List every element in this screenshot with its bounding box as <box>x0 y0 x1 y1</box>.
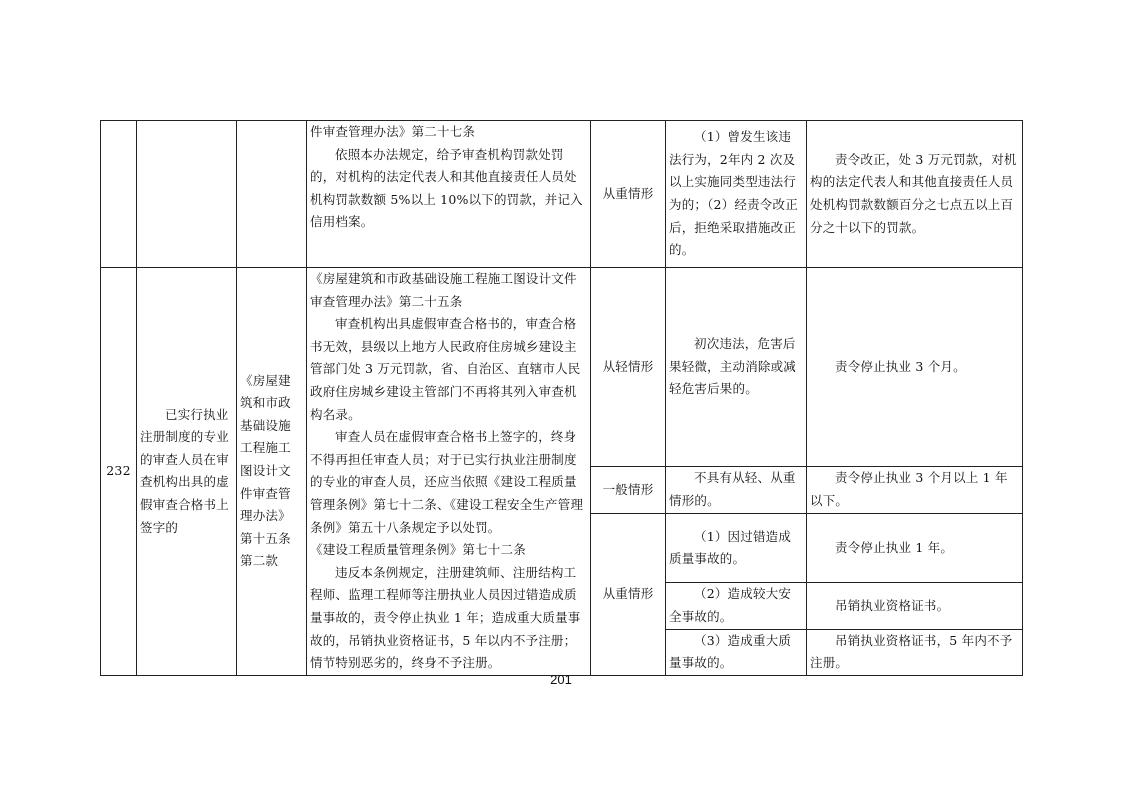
table-row-232-light <box>101 268 1023 467</box>
cell-circumstance-light: 从轻情形 <box>591 268 666 467</box>
condition-text: （1）曾发生该违法行为，2年内 2 次及以上实施同类型违法行为的；（2）经责令改正后，拒绝采取措施改正的。 <box>669 129 798 258</box>
cell-circumstance-heavy: 从重情形 <box>591 514 666 676</box>
condition-text: （1）因过错造成质量事故的。 <box>669 528 792 567</box>
basis-paragraph: 审查机构出具虚假审查合格书的，审查合格书无效，县级以上地方人民政府住房城乡建设主管部门处 3 万元罚款，省、自治区、直辖市人民政府住房城乡建设主管部门不再将其列入审查机构名录。 <box>310 316 581 422</box>
legal-basis-ref-text: 《房屋建筑和市政基础设施工程施工图设计文件审查管理办法》第十五条第二款 <box>240 372 291 569</box>
cell-condition <box>666 583 807 629</box>
table-row-continuation <box>101 121 1023 268</box>
page-number: 201 <box>550 672 572 687</box>
condition-text: 初次违法，危害后果轻微，主动消除或减轻危害后果的。 <box>669 336 797 397</box>
cell-circumstance: 从重情形 <box>591 121 666 268</box>
cell-condition <box>666 514 807 583</box>
cell-condition <box>666 268 807 467</box>
cell-circumstance-general: 一般情形 <box>591 467 666 514</box>
penalty-text: 责令改正，处 3 万元罚款，对机构的法定代表人和其他直接责任人员处机构罚款数额百分之七点五以上百分之十以下的罚款。 <box>810 151 1017 235</box>
cell-legal-basis-text <box>307 121 591 268</box>
item-number: 232 <box>101 268 137 676</box>
condition-text: 不具有从轻、从重情形的。 <box>669 470 796 508</box>
condition-text: （3）造成重大质量事故的。 <box>669 632 792 671</box>
cell-violation-empty <box>137 121 237 268</box>
basis-paragraph: 《房屋建筑和市政基础设施工程施工图设计文件审查管理办法》第二十五条 <box>310 271 577 309</box>
violation-text: 已实行执业注册制度的专业的审查人员在审查机构出具的虚假审查合格书上签字的 <box>140 406 229 535</box>
basis-line: 件审查管理办法》第二十七条 <box>310 124 476 139</box>
condition-text: （2）造成较大安全事故的。 <box>669 586 792 624</box>
cell-condition <box>666 121 807 268</box>
cell-penalty <box>807 121 1023 268</box>
basis-paragraph: 违反本条例规定，注册建筑师、注册结构工程师、监理工程师等注册执业人员因过错造成质量事故的，责令停止执业 1 年；造成重大质量事故的，吊销执业资格证书，5 年以内不予注册；情节特别恶劣的，终身不予注册。 <box>310 564 581 671</box>
cell-penalty <box>807 514 1023 583</box>
penalty-text: 责令停止执业 1 年。 <box>835 539 954 555</box>
basis-line: 依照本办法规定，给予审查机构罚款处罚的，对机构的法定代表人和其他直接责任人员处机构罚款数额 5%以上 10%以下的罚款，并记入信用档案。 <box>310 146 583 230</box>
penalty-text: 吊销执业资格证书，5 年内不予注册。 <box>810 632 1013 671</box>
basis-paragraph: 《建设工程质量管理条例》第七十二条 <box>310 542 526 558</box>
penalty-text: 吊销执业资格证书。 <box>835 597 950 613</box>
cell-penalty <box>807 583 1023 629</box>
cell-basis-ref-empty <box>237 121 307 268</box>
penalty-text: 责令停止执业 3 个月。 <box>835 358 966 374</box>
cell-condition <box>666 629 807 675</box>
cell-condition <box>666 467 807 514</box>
cell-penalty <box>807 629 1023 675</box>
cell-number-empty <box>101 121 137 268</box>
cell-penalty <box>807 467 1023 514</box>
cell-legal-basis-text <box>307 268 591 676</box>
penalty-standard-table <box>100 120 1023 676</box>
cell-penalty <box>807 268 1023 467</box>
basis-paragraph: 审查人员在虚假审查合格书上签字的，终身不得再担任审查人员；对于已实行执业注册制度的专业的审查人员，还应当依照《建设工程质量管理条例》第七十二条、《建设工程安全生产管理条例》第五十八条规定予以处罚。 <box>310 429 584 535</box>
cell-violation <box>137 268 237 676</box>
penalty-text: 责令停止执业 3 个月以上 1 年以下。 <box>810 470 1008 508</box>
cell-legal-basis-ref <box>237 268 307 676</box>
